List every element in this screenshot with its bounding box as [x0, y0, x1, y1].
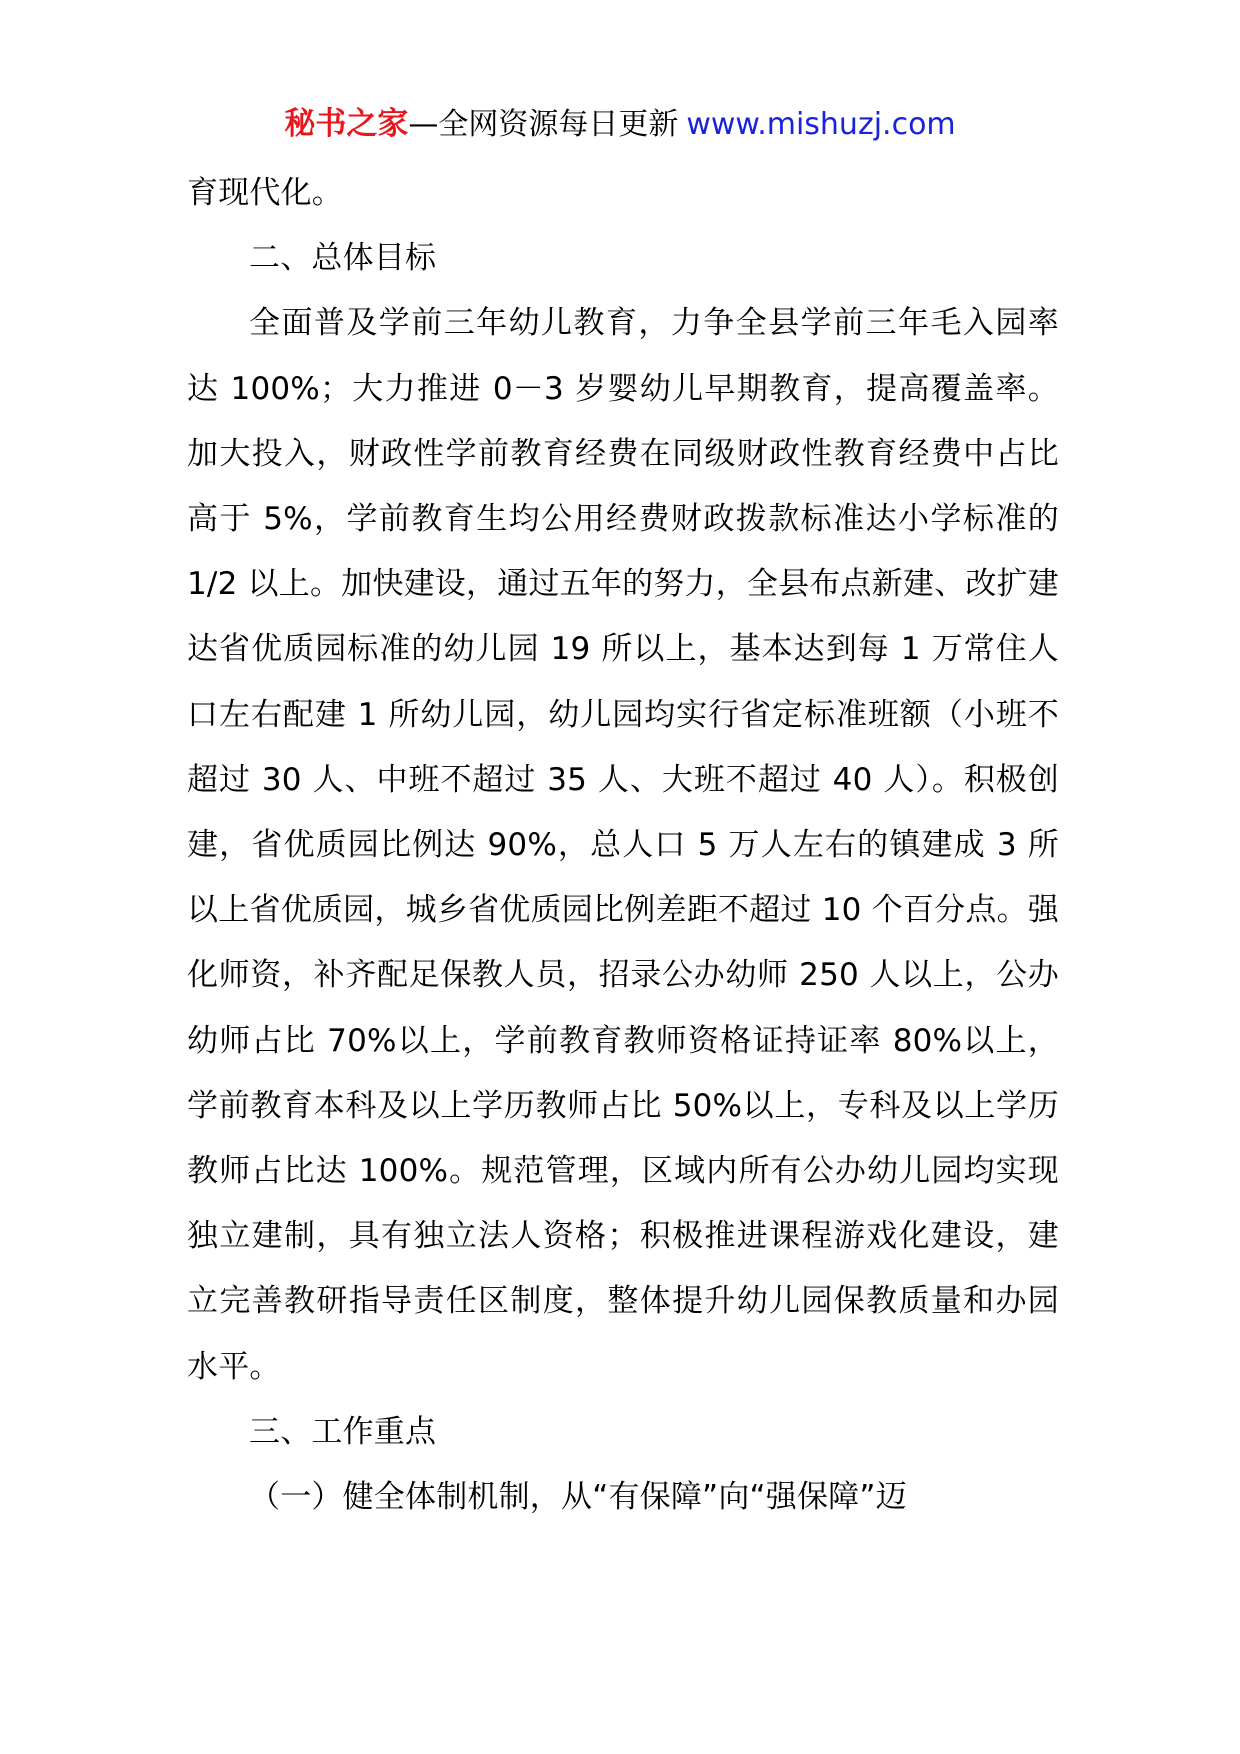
document-body	[187, 161, 1059, 1530]
site-url-link[interactable]: www.mishuzj.com	[686, 107, 956, 142]
paragraph-overall-goals: 全面普及学前三年幼儿教育，力争全县学前三年毛入园率达 100%；大力推进 0－3 岁婴幼儿早期教育，提高覆盖率。加大投入，财政性学前教育经费在同级财政性教育经费中占比高于 5%，学前教育生均公用经费财政拨款标准达小学标准的 1/2 以上。加快建设，通过五年的努力，全县布点新建、改扩建达省优质园标准的幼儿园 19 所以上，基本达到每 1 万常住人口左右配建 1 所幼儿园，幼儿园均实行省定标准班额（小班不超过 30 人、中班不超过 35 人、大班不超过 40 人）。积极创建，省优质园比例达 90%，总人口 5 万人左右的镇建成 3 所以上省优质园，城乡省优质园比例差距不超过 10 个百分点。强化师资，补齐配足保教人员，招录公办幼师 250 人以上，公办幼师占比 70%以上，学前教育教师资格证持证率 80%以上，学前教育本科及以上学历教师占比 50%以上，专科及以上学历教师占比达 100%。规范管理，区域内所有公办幼儿园均实现独立建制，具有独立法人资格；积极推进课程游戏化建设，建立完善教研指导责任区制度，整体提升幼儿园保教质量和办园水平。	[187, 305, 1059, 1385]
section-heading-work-priorities: 三、工作重点	[249, 1413, 437, 1450]
subsection-heading-mechanisms: （一）健全体制机制，从“有保障”向“强保障”迈	[249, 1479, 907, 1516]
site-tagline: —全网资源每日更新	[408, 107, 679, 142]
page-header	[0, 100, 1240, 149]
site-name: 秘书之家	[284, 106, 409, 142]
continued-paragraph: 育现代化。	[187, 175, 343, 211]
section-heading-overall-goals: 二、总体目标	[249, 240, 437, 277]
